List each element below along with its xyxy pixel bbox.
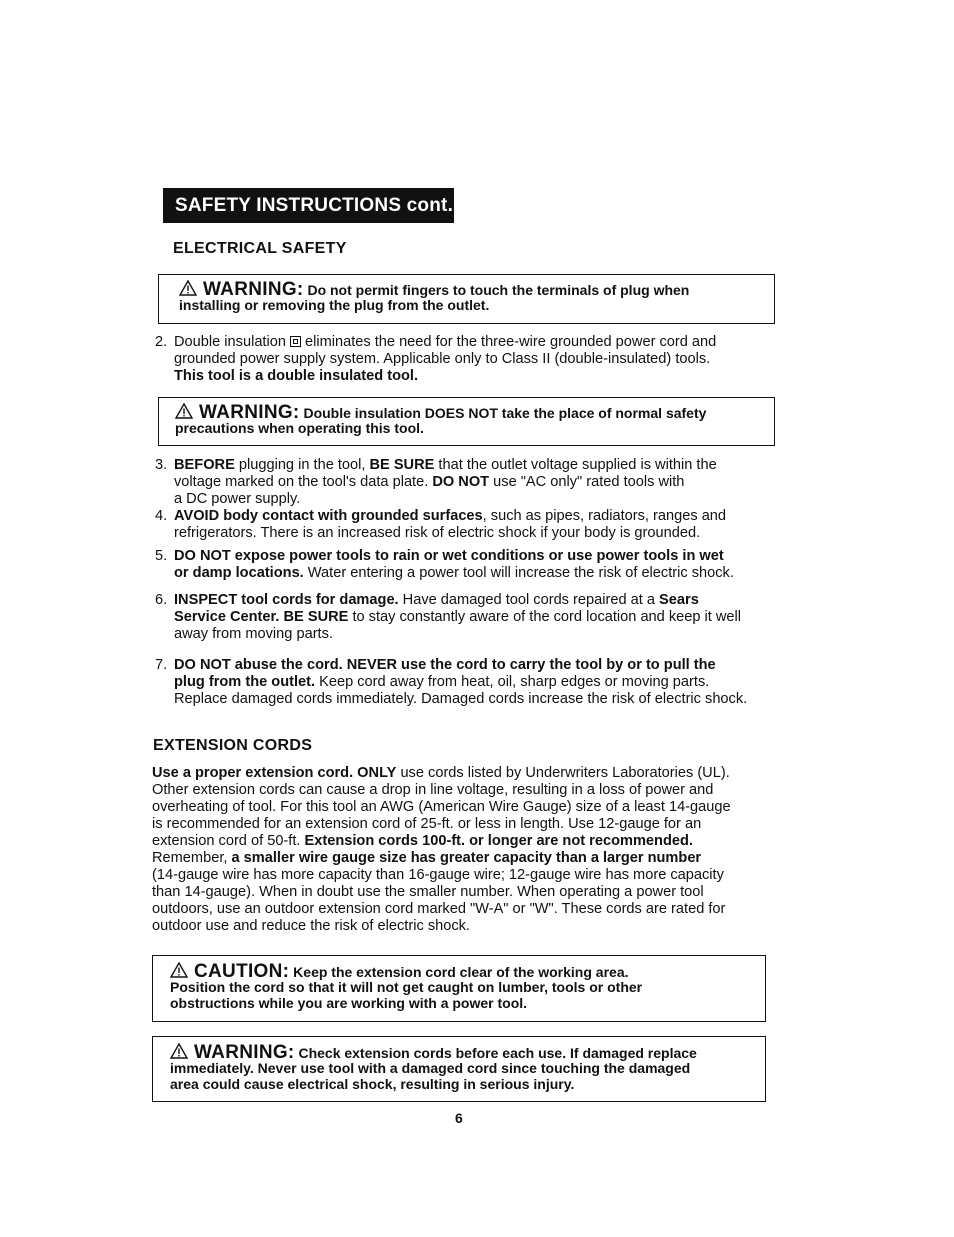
list-item-5 bbox=[155, 548, 775, 582]
para-text: extension cord of 50-ft. bbox=[152, 833, 305, 849]
warning-text-line2: immediately. Never use tool with a damaged cord since touching the damaged bbox=[170, 1060, 691, 1076]
item-text: , such as pipes, radiators, ranges and bbox=[482, 508, 727, 524]
list-item-6 bbox=[155, 592, 775, 643]
item-number: 3. bbox=[155, 457, 168, 473]
para-bold-text: Extension cords 100-ft. or longer are not recommended. bbox=[304, 833, 693, 849]
item-bold-text: INSPECT tool cords for damage. bbox=[174, 592, 399, 608]
para-text: use cords listed by Underwriters Laboratories (UL). bbox=[396, 765, 730, 781]
item-number: 6. bbox=[155, 592, 168, 608]
item-text: Water entering a power tool will increase the risk of electric shock. bbox=[303, 565, 734, 581]
section-banner bbox=[163, 188, 454, 223]
item-text: to stay constantly aware of the cord location and keep it well bbox=[348, 609, 742, 625]
item-text: use "AC only" rated tools with bbox=[489, 474, 685, 490]
page-number: 6 bbox=[455, 1110, 463, 1126]
para-text: is recommended for an extension cord of 25-ft. or less in length. Use 12-gauge for an bbox=[152, 816, 702, 832]
caution-label: CAUTION: bbox=[194, 961, 290, 982]
item-number: 5. bbox=[155, 548, 168, 564]
para-text: than 14-gauge). When in doubt use the smaller number. When operating a power tool bbox=[152, 884, 704, 900]
warning-text-line2: precautions when operating this tool. bbox=[175, 420, 424, 436]
item-text: grounded power supply system. Applicable only to Class II (double-insulated) tools. bbox=[174, 351, 711, 367]
item-text: plugging in the tool, bbox=[234, 457, 370, 473]
banner-title: SAFETY INSTRUCTIONS cont. bbox=[175, 194, 454, 216]
item-text: eliminates the need for the three-wire grounded power cord and bbox=[304, 334, 717, 350]
item-bold-text: plug from the outlet. bbox=[174, 674, 316, 690]
item-number: 4. bbox=[155, 508, 168, 524]
caution-text: Keep the extension cord clear of the working area. bbox=[293, 964, 629, 980]
item-bold-text: AVOID body contact with grounded surfaces bbox=[174, 508, 483, 524]
para-text: outdoor use and reduce the risk of electric shock. bbox=[152, 918, 470, 934]
item-number: 7. bbox=[155, 657, 168, 673]
caution-box bbox=[152, 955, 766, 1022]
item-text: Keep cord away from heat, oil, sharp edges or moving parts. bbox=[315, 674, 710, 690]
item-bold-text: DO NOT expose power tools to rain or wet conditions or use power tools in wet bbox=[174, 548, 724, 564]
caution-text-line2: Position the cord so that it will not get caught on lumber, tools or other bbox=[170, 979, 643, 995]
item-text: Double insulation bbox=[174, 334, 286, 350]
extension-cords-paragraph bbox=[152, 765, 772, 935]
warning-box-extension-cords bbox=[152, 1036, 766, 1102]
para-bold-text: a smaller wire gauge size has greater capacity than a larger number bbox=[231, 850, 702, 866]
item-bold-text: DO NOT abuse the cord. NEVER use the cord to carry the tool by or to pull the bbox=[174, 657, 716, 673]
item-bold-text: BEFORE bbox=[174, 457, 235, 473]
item-text: Replace damaged cords immediately. Damaged cords increase the risk of electric shock. bbox=[174, 691, 748, 707]
item-text: that the outlet voltage supplied is within the bbox=[434, 457, 717, 473]
list-item-2 bbox=[155, 334, 775, 385]
item-bold-text: Service Center. BE SURE bbox=[174, 609, 349, 625]
warning-label: WARNING: bbox=[203, 279, 304, 300]
para-bold-text: Use a proper extension cord. ONLY bbox=[152, 765, 397, 781]
warning-box-plug bbox=[158, 274, 775, 324]
warning-text-line3: area could cause electrical shock, resulting in serious injury. bbox=[170, 1076, 575, 1092]
warning-text: Double insulation DOES NOT take the place of normal safety bbox=[303, 405, 707, 421]
item-text: voltage marked on the tool's data plate. bbox=[174, 474, 433, 490]
warning-text-line2: installing or removing the plug from the outlet. bbox=[179, 297, 490, 313]
item-number: 2. bbox=[155, 334, 168, 350]
warning-label: WARNING: bbox=[194, 1042, 295, 1063]
caution-text-line3: obstructions while you are working with a power tool. bbox=[170, 995, 528, 1011]
warning-label: WARNING: bbox=[199, 402, 300, 423]
extension-cords-heading: EXTENSION CORDS bbox=[153, 737, 313, 754]
item-bold-text: Sears bbox=[659, 592, 699, 608]
para-text: outdoors, use an outdoor extension cord marked "W-A" or "W". These cords are rated for bbox=[152, 901, 726, 917]
para-text: Remember, bbox=[152, 850, 232, 866]
item-text: Have damaged tool cords repaired at a bbox=[398, 592, 660, 608]
item-bold-text: BE SURE bbox=[369, 457, 435, 473]
item-bold-text: or damp locations. bbox=[174, 565, 304, 581]
item-text: away from moving parts. bbox=[174, 626, 333, 642]
para-text: (14-gauge wire has more capacity than 16-gauge wire; 12-gauge wire has more capacity bbox=[152, 867, 724, 883]
double-insulation-icon bbox=[290, 336, 301, 347]
item-bold-text: This tool is a double insulated tool. bbox=[174, 368, 419, 384]
list-item-4 bbox=[155, 508, 775, 542]
warning-text: Do not permit fingers to touch the terminals of plug when bbox=[307, 282, 690, 298]
item-bold-text: DO NOT bbox=[432, 474, 490, 490]
list-item-3 bbox=[155, 457, 775, 508]
warning-box-double-insulation bbox=[158, 397, 775, 446]
electrical-safety-heading: ELECTRICAL SAFETY bbox=[173, 240, 347, 257]
item-text: a DC power supply. bbox=[174, 491, 301, 507]
para-text: Other extension cords can cause a drop in line voltage, resulting in a loss of power and bbox=[152, 782, 714, 798]
warning-text: Check extension cords before each use. If damaged replace bbox=[298, 1045, 697, 1061]
para-text: overheating of tool. For this tool an AWG (American Wire Gauge) size of a least 14-gauge bbox=[152, 799, 731, 815]
item-text: refrigerators. There is an increased risk of electric shock if your body is grounded. bbox=[174, 525, 701, 541]
list-item-7 bbox=[155, 657, 775, 708]
